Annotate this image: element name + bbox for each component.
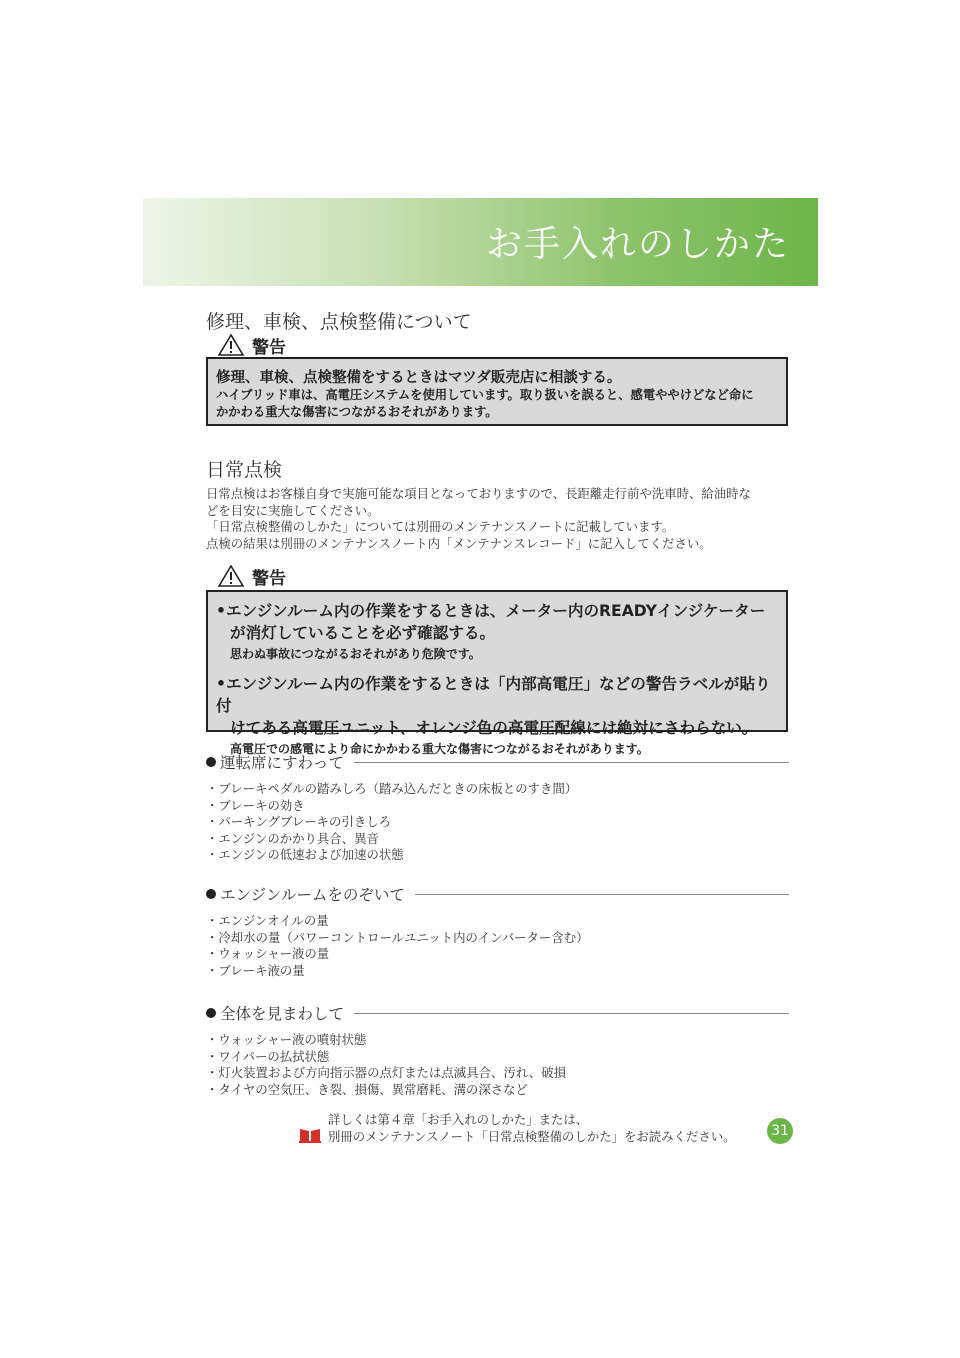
paragraph-line: 点検の結果は別冊のメンテナンスノート内「メンテナンスレコード」に記入してください。 bbox=[206, 535, 712, 551]
warning-triangle-icon bbox=[218, 564, 244, 588]
page-number: 31 bbox=[767, 1118, 793, 1144]
divider bbox=[354, 762, 789, 763]
section-heading-repair: 修理、車検、点検整備について bbox=[206, 311, 472, 333]
warning-triangle-icon bbox=[218, 333, 244, 357]
subsection-overall bbox=[206, 1003, 789, 1023]
warning-box-engine-room bbox=[206, 590, 788, 756]
daily-check-description bbox=[206, 486, 796, 552]
divider bbox=[415, 894, 789, 895]
list-item: ・灯火装置および方向指示器の点灯または点滅具合、汚れ、破損 bbox=[206, 1065, 567, 1081]
list-item: ・エンジンの低速および加速の状態 bbox=[206, 847, 404, 863]
warning-box-repair bbox=[206, 357, 788, 426]
warning-sub-text-2: かかわる重大な傷害につながるおそれがあります。 bbox=[216, 405, 498, 419]
driver-seat-list bbox=[206, 781, 577, 864]
engine-room-list bbox=[206, 913, 589, 979]
warning-bullet-1-sub: 思わぬ事故につながるおそれがあり危険です。 bbox=[230, 647, 481, 661]
list-item: ・ウォッシャー液の噴射状態 bbox=[206, 1032, 367, 1047]
subsection-title: 全体を見まわして bbox=[220, 1005, 345, 1023]
subsection-driver-seat bbox=[206, 752, 789, 772]
warning-sub-text-1: ハイブリッド車は、高電圧システムを使用しています。取り扱いを誤ると、感電ややけどなど命に bbox=[216, 388, 754, 402]
list-item: ・ウォッシャー液の量 bbox=[206, 946, 330, 962]
subsection-title: エンジンルームをのぞいて bbox=[220, 886, 405, 904]
warning-text: 警告 bbox=[252, 337, 286, 358]
warning-text: 警告 bbox=[252, 568, 286, 589]
list-item: ・ブレーキペダルの踏みしろ（踏み込んだときの床板とのすき間） bbox=[206, 781, 578, 796]
chapter-title: お手入れのしかた bbox=[485, 224, 790, 265]
warning-bullet-2-line2: けてある高電圧ユニット、オレンジ色の高電圧配線には絶対にさわらない。 bbox=[230, 719, 758, 737]
warning-bullet-1-line2: が消灯していることを必ず確認する。 bbox=[230, 624, 496, 642]
reference-line-2: 別冊のメンテナンスノート「日常点検整備のしかた」をお読みください。 bbox=[328, 1129, 736, 1144]
subsection-engine-room bbox=[206, 884, 789, 904]
list-item: ・ブレーキの効き bbox=[206, 797, 305, 813]
list-item: ・エンジンのかかり具合、異音 bbox=[206, 830, 379, 846]
warning-bullet-1-line1: •エンジンルーム内の作業をするときは、メーター内のREADYインジケーター bbox=[216, 602, 766, 620]
list-item: ・エンジンオイルの量 bbox=[206, 913, 329, 928]
warning-main-text: 修理、車検、点検整備をするときはマツダ販売店に相談する。 bbox=[216, 370, 622, 386]
warning-bullet-2-sub: 高電圧での感電により命にかかわる重大な傷害につながるおそれがあります。 bbox=[230, 742, 649, 756]
chapter-banner bbox=[143, 198, 818, 286]
subsection-title: 運転席にすわって bbox=[220, 754, 344, 772]
warning-label-2 bbox=[218, 564, 286, 588]
bullet-dot-icon bbox=[206, 889, 216, 899]
overall-list bbox=[206, 1032, 566, 1098]
warning-bullet-2-main bbox=[216, 673, 778, 739]
list-item: ・冷却水の量（パワーコントロールユニット内のインバーター含む） bbox=[206, 929, 589, 945]
list-item: ・パーキングブレーキの引きしろ bbox=[206, 814, 391, 830]
paragraph-line: 「日常点検整備のしかた」については別冊のメンテナンスノートに記載しています。 bbox=[206, 519, 675, 534]
list-item: ・タイヤの空気圧、き裂、損傷、異常磨耗、溝の深さなど bbox=[206, 1081, 528, 1097]
list-item: ・ブレーキ液の量 bbox=[206, 962, 305, 978]
paragraph-line: どを目安に実施してください。 bbox=[206, 502, 380, 518]
bullet-dot-icon bbox=[206, 1008, 216, 1018]
paragraph-line: 日常点検はお客様自身で実施可能な項目となっておりますので、長距離走行前や洗車時、給油時な bbox=[206, 486, 751, 501]
section-heading-daily-check: 日常点検 bbox=[206, 459, 283, 481]
warning-label-1 bbox=[218, 333, 286, 357]
book-icon bbox=[298, 1126, 322, 1144]
list-item: ・ワイパーの払拭状態 bbox=[206, 1048, 330, 1064]
reference-line-1: 詳しくは第４章「お手入れのしかた」または、 bbox=[328, 1112, 589, 1127]
warning-bullet-2-line1: •エンジンルーム内の作業をするときは「内部高電圧」などの警告ラベルが貼り付 bbox=[216, 675, 771, 715]
warning-bullet-1-main bbox=[216, 600, 778, 644]
divider bbox=[354, 1013, 789, 1014]
bullet-dot-icon bbox=[206, 757, 216, 767]
